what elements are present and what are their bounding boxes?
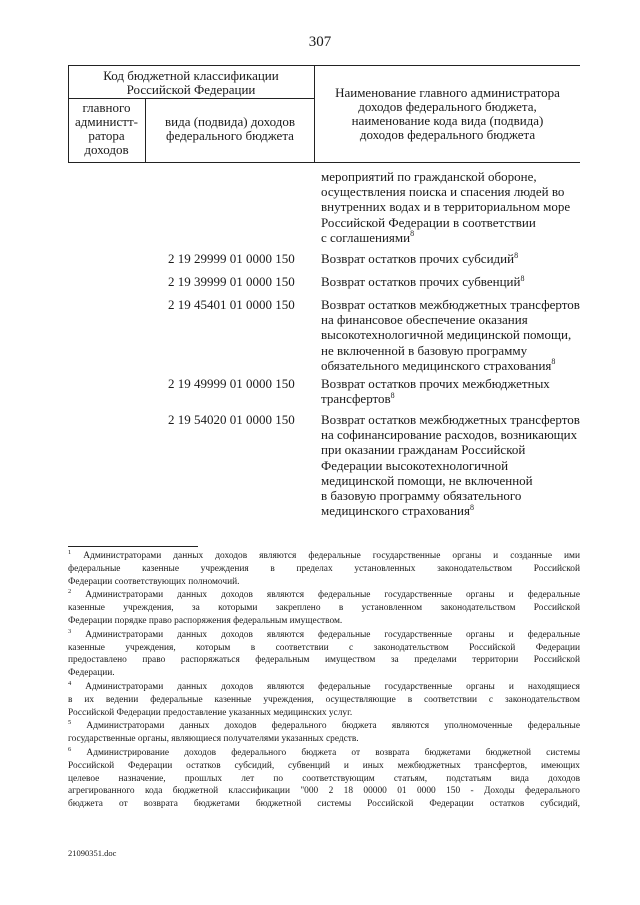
row-name: Возврат остатков межбюджетных трансфертов на финансовое обеспечение оказания высокотехнологичной медицинской помощи, не включенной в базовую программу обязательного медицинского страхования 8 [321, 297, 573, 373]
page-number: 307 [308, 34, 332, 50]
row-name: Возврат остатков прочих межбюджетных трансфертов 8 [321, 376, 573, 406]
row-name: Возврат остатков межбюджетных трансфертов на софинансирование расходов, возникающих при оказании гражданам Российской Федерации высокотехнологичной медицинской помощи, не включенной в базовую программу обязательного медицинского страхования 8 [321, 412, 573, 518]
footnote-number: 1 [68, 548, 72, 556]
row-name: Возврат остатков прочих субвенций 8 [321, 274, 573, 289]
header-name-col: Наименование главного администратора доходов федерального бюджета, наименование кода вида (подвида) доходов федерального бюджета [335, 85, 560, 142]
footnote-number: 2 [68, 588, 72, 596]
footnote-number: 6 [68, 745, 72, 753]
footnote: $^1$ Администраторами данных доходов являются федеральные государственные органы и созданные ими федеральные казенные учреждения в пределах установленных законодательством Российской Федерации соответствующих полномочий. [68, 548, 581, 587]
footnote-number: 3 [68, 627, 72, 635]
footnote: $^2$ Администраторами данных доходов являются федеральные государственные органы и федеральные казенные учреждения, за которыми закреплено в установленном законодательством Российской Федерации порядке право распоряжения федеральным имуществом. [68, 588, 580, 626]
row-code: 2 19 39999 01 0000 150 [168, 274, 295, 289]
footnote: $^5$ Администраторами данных доходов федерального бюджета являются уполномоченные федеральные государственные органы, являющиеся получателями указанных средств. [68, 719, 581, 745]
footnote: $^3$ Администраторами данных доходов являются федеральные государственные органы и федеральные казенные учреждения, которым в соответствии с законодательством Российской Федерации предоставлено право распоряжаться федеральным имуществом за пределами территории Российской Федерации. [68, 627, 580, 679]
row-code: 2 19 45401 01 0000 150 [168, 297, 295, 312]
row-code: 2 19 49999 01 0000 150 [168, 376, 295, 391]
footnote-number: 4 [68, 679, 72, 687]
footnotes [68, 550, 580, 812]
footnote-separator [68, 546, 198, 547]
header-group-title: Код бюджетной классификации Российской Федерации [103, 68, 279, 97]
header-divider-group [68, 98, 314, 99]
footnote-number: 5 [68, 719, 72, 727]
table-header [68, 65, 580, 163]
row-code: 2 19 54020 01 0000 150 [168, 412, 295, 427]
document-id: 21090351.doc [68, 848, 117, 858]
header-type-col: вида (подвида) доходов федерального бюджета [165, 114, 295, 143]
row-name: мероприятий по гражданской обороне, осуществления поиска и спасения людей во внутренних водах и в территориальном море Российской Федерации в соответствии с соглашениями 8 [321, 169, 573, 245]
header-admin-col: главного администт- ратора доходов [75, 100, 138, 157]
row-name: Возврат остатков прочих субсидий 8 [321, 251, 573, 266]
footnote: $^4$ Администраторами данных доходов являются федеральные государственные органы и находящиеся в их ведении федеральные казенные учреждения, осуществляющие в соответствии с законодательством Российской Федерации предоставление указанных медицинских услуг. [68, 679, 580, 718]
row-code: 2 19 29999 01 0000 150 [168, 251, 295, 266]
footnote: $^6$ Администрирование доходов федерального бюджета от возврата бюджетами бюджетной системы Российской Федерации остатков субсидий, субвенций и иных межбюджетных трансфертов, имеющих целевое назначение, прошлых лет по соответствующим статьям, подстатьям вида доходов агрегированного кода бюджетной классификации "000 2 18 00000 01 0000 150 - Доходы федерального бюджета от возврата бюджетами бюджетной системы Российской Федерации остатков субсидий, [68, 745, 581, 810]
